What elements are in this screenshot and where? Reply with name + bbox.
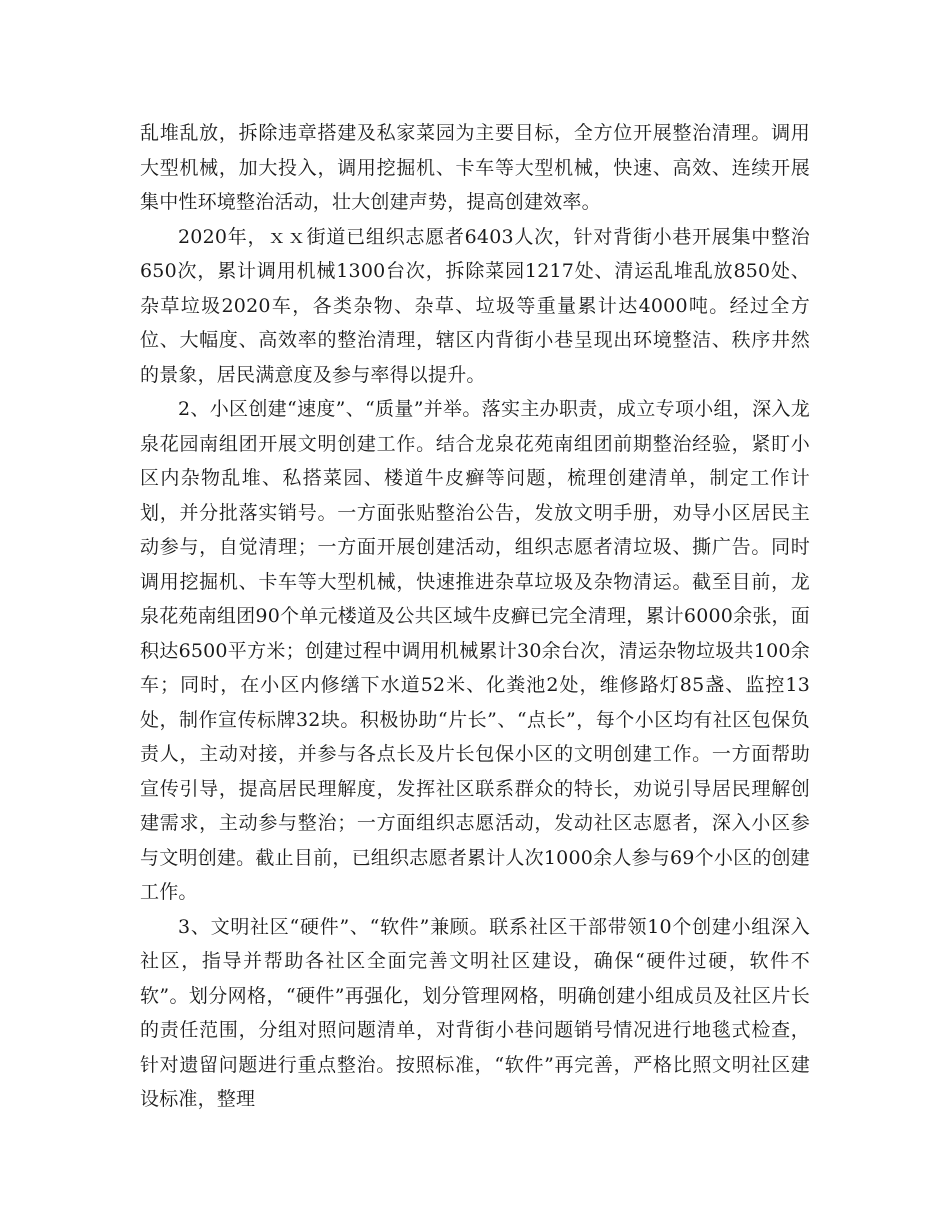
paragraph-continuation: 乱堆乱放，拆除违章搭建及私家菜园为主要目标，全方位开展整治清理。调用大型机械，加大投入，调用挖掘机、卡车等大型机械，快速、高效、连续开展集中性环境整治活动，壮大创建声势，提高创建效率。 xyxy=(140,122,810,213)
document-body xyxy=(140,116,810,1117)
paragraph-community-creation: 2、小区创建“速度”、“质量”并举。落实主办职责，成立专项小组，深入龙泉花园南组团开展文明创建工作。结合龙泉花苑南组团前期整治经验，紧盯小区内杂物乱堆、私搭菜园、楼道牛皮癣等问题，梳理创建清单，制定工作计划，并分批落实销号。一方面张贴整治公告，发放文明手册，劝导小区居民主动参与，自觉清理；一方面开展创建活动，组织志愿者清垃圾、撕广告。同时调用挖掘机、卡车等大型机械，快速推进杂草垃圾及杂物清运。截至目前，龙泉花苑南组团90个单元楼道及公共区域牛皮癣已完全清理，累计6000余张，面积达6500平方米；创建过程中调用机械累计30余台次，清运杂物垃圾共100余车；同时，在小区内修缮下水道52米、化粪池2处，维修路灯85盏、监控13处，制作宣传标牌32块。积极协助“片长”、“点长”，每个小区均有社区包保负责人，主动对接，并参与各点长及片长包保小区的文明创建工作。一方面帮助宣传引导，提高居民理解度，发挥社区联系群众的特长，劝说引导居民理解创建需求，主动参与整治；一方面组织志愿活动，发动社区志愿者，深入小区参与文明创建。截止目前，已组织志愿者累计人次1000余人参与69个小区的创建工作。 xyxy=(140,398,810,903)
paragraph-civilized-community: 3、文明社区“硬件”、“软件”兼顾。联系社区干部带领10个创建小组深入社区，指导并帮助各社区全面完善文明社区建设，确保“硬件过硬，软件不软”。划分网格，“硬件”再强化，划分管理网格，明确创建小组成员及社区片长的责任范围，分组对照问题清单，对背街小巷问题销号情况进行地毯式检查，针对遗留问题进行重点整治。按照标准，“软件”再完善，严格比照文明社区建设标准，整理 xyxy=(140,915,810,1110)
paragraph-statistics-2020: 2020年，ｘｘ街道已组织志愿者6403人次，针对背街小巷开展集中整治650次，累计调用机械1300台次，拆除菜园1217处、清运乱堆乱放850处、杂草垃圾2020车，各类杂物、杂草、垃圾等重量累计达4000吨。经过全方位、大幅度、高效率的整治清理，辖区内背街小巷呈现出环境整洁、秩序井然的景象，居民满意度及参与率得以提升。 xyxy=(140,225,810,386)
